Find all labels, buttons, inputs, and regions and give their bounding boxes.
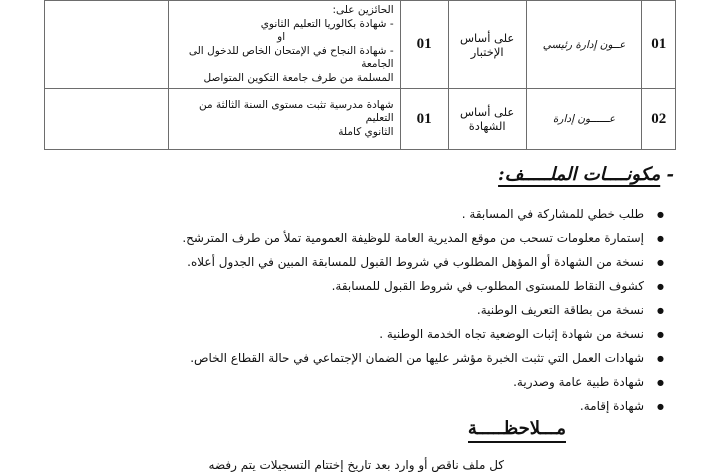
qualification-cell <box>168 89 400 150</box>
posts-count: 01 <box>400 89 448 150</box>
list-item: ● نسخة من شهادة إثبات الوضعية تجاه الخدمة الوطنية . <box>84 325 664 349</box>
note-text: كل ملف ناقص أو وارد بعد تاريخ إختتام التسجيلات يتم رفضه <box>208 458 504 472</box>
heading-dash: - <box>666 164 674 185</box>
qualification-line: شهادة مدرسية تثبت مستوى السنة الثالثة من التعليم <box>199 98 394 125</box>
posts-count: 01 <box>400 1 448 89</box>
qualification-option: - شهادة بكالوريا التعليم الثانوي <box>260 17 394 30</box>
mode-line: على أساس <box>460 105 515 119</box>
position-name: عــون إدارة رئيسي <box>526 1 642 89</box>
table-row <box>45 1 676 89</box>
positions-table <box>44 0 676 150</box>
mode-line: الإختبار <box>470 44 504 59</box>
list-item: ● شهادة طبية عامة وصدرية. <box>84 373 664 397</box>
qualification-option: - شهادة النجاح في الإمتحان الخاص للدخول الى الجامعة <box>188 44 394 70</box>
list-item: ● شهادات العمل التي تثبت الخبرة مؤشر عليها من الضمان الإجتماعي في حالة القطاع الخاص. <box>84 349 664 373</box>
row-number: 01 <box>642 1 676 89</box>
qualification-line: الثانوي كاملة <box>338 125 394 138</box>
recruitment-mode <box>448 1 526 89</box>
mode-line: على أساس <box>460 30 515 45</box>
recruitment-mode <box>448 89 526 150</box>
list-item: ● نسخة من بطاقة التعريف الوطنية. <box>84 301 664 325</box>
position-name: عــــــون إدارة <box>526 89 642 150</box>
list-item: ● كشوف النقاط للمستوى المطلوب في شروط القبول للمسابقة. <box>84 277 664 301</box>
qualification-cell <box>168 1 400 89</box>
list-item: ● شهادة إقامة. <box>84 397 664 421</box>
file-components-list <box>84 205 664 421</box>
list-item: ● إستمارة معلومات تسحب من موقع المديرية العامة للوظيفة العمومية تملأ من طرف المترشح. <box>84 229 664 253</box>
list-item: ● طلب خطي للمشاركة في المسابقة . <box>84 205 664 229</box>
heading-text: مكونــــات الملـــــف: <box>498 164 661 185</box>
qualification-option-cont: المسلمة من طرف جامعة التكوين المتواصل <box>203 71 394 84</box>
qualification-or: او <box>277 31 286 43</box>
mode-line: الشهادة <box>468 119 506 133</box>
list-item: ● نسخة من الشهادة أو المؤهل المطلوب في شروط القبول للمسابقة المبين في الجدول أعلاه. <box>84 253 664 277</box>
table-row <box>45 89 676 150</box>
file-components-heading <box>498 164 674 185</box>
empty-cell <box>45 89 169 150</box>
qualification-intro: الحائزين على: <box>332 4 394 16</box>
empty-cell <box>45 1 169 89</box>
note-heading: مـــلاحظـــــة <box>468 418 566 443</box>
row-number: 02 <box>642 89 676 150</box>
